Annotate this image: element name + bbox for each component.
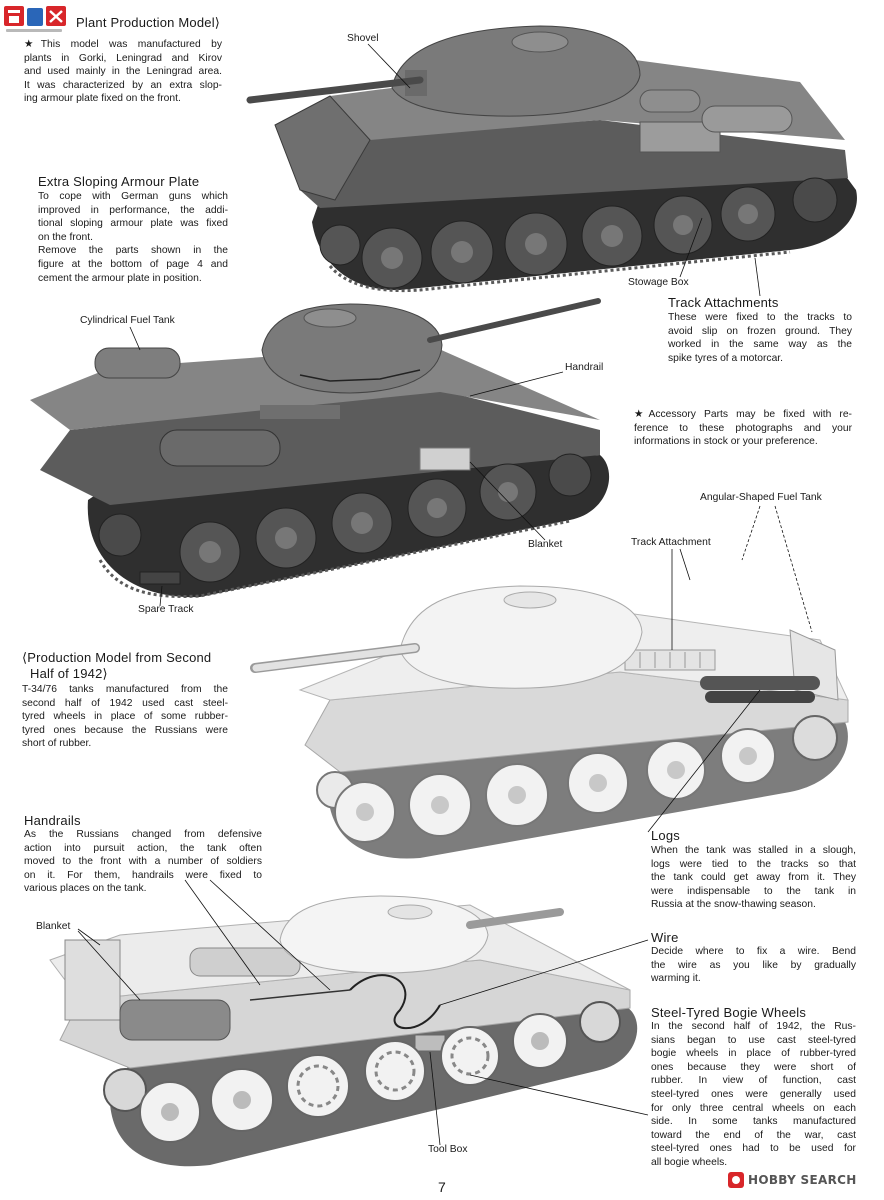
text-line: toward the end of the war, cast (651, 1129, 856, 1141)
wheel-hub (531, 1032, 549, 1050)
steel-tyred-wheel (287, 1055, 349, 1117)
wheel-hub (275, 527, 297, 549)
leader-angular-fuel-tank (775, 506, 812, 632)
text-line: tional sloping armour plate was fixed (38, 218, 228, 230)
heading-track-attachments: Track Attachments (668, 295, 779, 310)
engine-grille (260, 405, 340, 419)
text-line: on the front. (38, 231, 93, 243)
gun-barrel (430, 301, 598, 340)
text-line: ones because they were short of (651, 1061, 856, 1073)
text-line: To cope with German guns which (38, 191, 228, 202)
text-line: various places on the tank. (24, 883, 147, 895)
turret-hatch (304, 309, 356, 327)
text-line: figure at the bottom of page 4 and (38, 258, 228, 270)
text-line: As the Russians changed from defensive (24, 829, 262, 840)
label-track-attachment: Track Attachment (631, 537, 711, 548)
label-handrail: Handrail (565, 362, 604, 373)
wheel-hub (351, 512, 373, 534)
text-line: These were fixed to the tracks to (668, 312, 852, 323)
text-line: action into pursuit action, the tank often (24, 842, 262, 854)
text-line: second half of 1942 used cast steel- (22, 697, 228, 709)
tank-photo-1942-model (255, 586, 848, 859)
text-line: the tank could get away from it. They (651, 872, 856, 884)
text-line: tyred wheels in place of some rubber- (22, 711, 228, 723)
text-line: and used mainly in the Leningrad area. (24, 66, 222, 78)
text-line: all bogie wheels. (651, 1156, 728, 1168)
text-line: cement the armour plate in position. (38, 272, 202, 284)
logo-stroke (8, 10, 20, 13)
tank-photo-handrails-model (50, 896, 637, 1166)
wheel-hub (431, 796, 449, 814)
text-logs (651, 844, 856, 912)
blanket (420, 448, 470, 470)
logo-glyph-2 (27, 8, 43, 26)
heading-production-1942 (22, 650, 211, 682)
text-wire (651, 945, 856, 986)
text-line: informations in stock or your preference. (634, 436, 818, 448)
text-steel-tyred-bogie-wheels (651, 1020, 856, 1170)
wheel-hub (739, 747, 757, 765)
text-line: In the second half of 1942, the Rus- (651, 1021, 856, 1032)
heading-line: ⟨Production Model from Second (22, 650, 212, 665)
text-line: the wire as you like by gradually (651, 959, 856, 971)
hobby-search-logo-text: HOBBY SEARCH (748, 1173, 857, 1187)
wheel-hub (451, 241, 473, 263)
turret-hatch (388, 905, 432, 919)
text-line: short of rubber. (22, 738, 92, 750)
watermark-logo-top (4, 6, 66, 32)
drive-sprocket (793, 716, 837, 760)
drive-sprocket (99, 514, 141, 556)
label-spare-track: Spare Track (138, 604, 194, 615)
text-line: plants in Gorki, Leningrad and Kirov (24, 52, 222, 64)
cylindrical-fuel-tank (95, 348, 180, 378)
label-shovel: Shovel (347, 33, 379, 44)
page-number: 7 (438, 1179, 446, 1195)
text-line: Remove the parts shown in the (38, 245, 228, 257)
wheel-hub (199, 541, 221, 563)
blanket-roll (120, 1000, 230, 1040)
text-track-attachments (668, 311, 852, 365)
drive-sprocket (793, 178, 837, 222)
heading-line: Half of 1942⟩ (30, 666, 108, 681)
label-tool-box: Tool Box (428, 1144, 468, 1155)
heading-wire: Wire (651, 930, 679, 945)
idler-wheel (580, 1002, 620, 1042)
steel-tyred-wheel (441, 1027, 499, 1085)
heading-logs: Logs (651, 828, 680, 843)
text-line: ference to these photographs and your (634, 422, 852, 434)
text-line: steel-tyred ones had to be used for (651, 1143, 856, 1155)
leader-track-attachment (680, 549, 690, 580)
watermark-logo-bottom (728, 1172, 857, 1188)
fuel-tank (702, 106, 792, 132)
heading-plant-production-model: Plant Production Model⟩ (76, 15, 221, 30)
label-blanket: Blanket (36, 921, 71, 932)
fuel-tank (640, 90, 700, 112)
wheel-hub (589, 774, 607, 792)
text-line: Decide where to fix a wire. Bend (651, 946, 856, 957)
text-line: When the tank was stalled in a slough, (651, 845, 856, 856)
text-line: for only three central wheels on each (651, 1102, 856, 1114)
text-line: Russia at the snow-thawing season. (651, 899, 816, 911)
tool-box (415, 1035, 445, 1051)
tank-photo-cylindrical-tanks (30, 301, 609, 597)
logo-stroke (9, 16, 19, 23)
steel-tyred-wheel (365, 1041, 425, 1101)
wheel-hub (161, 1103, 179, 1121)
leader-angular-fuel-tank (742, 506, 760, 560)
text-line: bogie wheels in place of rubber-tyred (651, 1048, 856, 1060)
heading-extra-sloping-armour-plate: Extra Sloping Armour Plate (38, 174, 200, 189)
wheel-hub (673, 215, 693, 235)
text-plant-production-model (24, 38, 222, 106)
heading-steel-tyred-bogie-wheels: Steel-Tyred Bogie Wheels (651, 1005, 807, 1020)
cylindrical-fuel-tank (160, 430, 280, 466)
label-stowage-box: Stowage Box (628, 277, 689, 288)
text-line: tyred ones because the Russians were (22, 724, 228, 736)
label-angular-shaped-fuel-tank: Angular-Shaped Fuel Tank (700, 492, 822, 503)
text-accessory-note (634, 408, 852, 449)
leader-cylindrical-fuel-tank (130, 327, 140, 350)
leader-track-attachments (755, 258, 760, 296)
wheel-hub (601, 225, 623, 247)
blanket-roll (190, 948, 300, 976)
wheel-hub (233, 1091, 251, 1109)
wheel-hub (667, 761, 685, 779)
text-line: avoid slip on frozen ground. They (668, 325, 852, 337)
text-line: ing armour plate fixed on the front. (24, 93, 181, 105)
label-blanket: Blanket (528, 539, 563, 550)
turret-hatch (504, 592, 556, 608)
logo-url-line (6, 29, 62, 32)
label-cylindrical-fuel-tank: Cylindrical Fuel Tank (80, 315, 175, 326)
text-line: spike tyres of a motorcar. (668, 352, 784, 364)
text-line: It was characterized by an extra slop- (24, 79, 222, 91)
text-line: ★Accessory Parts may be fixed with re- (634, 409, 852, 420)
text-line: ★This model was manufactured by (24, 39, 222, 50)
turret-hatch (512, 32, 568, 52)
tank-photo-plant-model (250, 26, 857, 291)
wheel-hub (356, 803, 374, 821)
text-handrails (24, 828, 262, 896)
wheel-hub (498, 482, 518, 502)
idler-wheel (320, 225, 360, 265)
text-line: side. In some tanks manufactured (651, 1116, 856, 1128)
turret (280, 896, 488, 973)
text-line: sians began to use cast steel-tyred (651, 1034, 856, 1046)
idler-wheel (549, 454, 591, 496)
log (705, 691, 815, 703)
text-line: improved in performance, the addi- (38, 204, 228, 216)
wheel-hub (508, 786, 526, 804)
text-line: steel-tyred ones were generally used (651, 1088, 856, 1100)
text-line: T-34/76 tanks manufactured from the (22, 684, 228, 695)
text-line: rubber. In view of function, cast (651, 1075, 856, 1087)
text-line: logs were tied to the tracks so that (651, 858, 856, 870)
text-line: on it. For them, handrails were fixed to (24, 869, 262, 881)
drive-sprocket (104, 1069, 146, 1111)
heading-handrails: Handrails (24, 813, 81, 828)
wheel-hub (381, 247, 403, 269)
text-line: warming it. (651, 973, 701, 985)
text-production-1942 (22, 683, 228, 751)
text-line: were indispensable to the tank in (651, 885, 856, 897)
log (700, 676, 820, 690)
text-line: worked in the same way as the (668, 339, 852, 351)
hobby-search-logo-icon (728, 1172, 744, 1188)
wheel-hub (525, 233, 547, 255)
wheel-hub (738, 204, 758, 224)
wheel-hub (427, 498, 447, 518)
spare-track (140, 572, 180, 584)
blanket (65, 940, 120, 1020)
text-line: moved to the front with a number of soldiers (24, 856, 262, 868)
text-extra-sloping-armour-plate (38, 190, 228, 285)
